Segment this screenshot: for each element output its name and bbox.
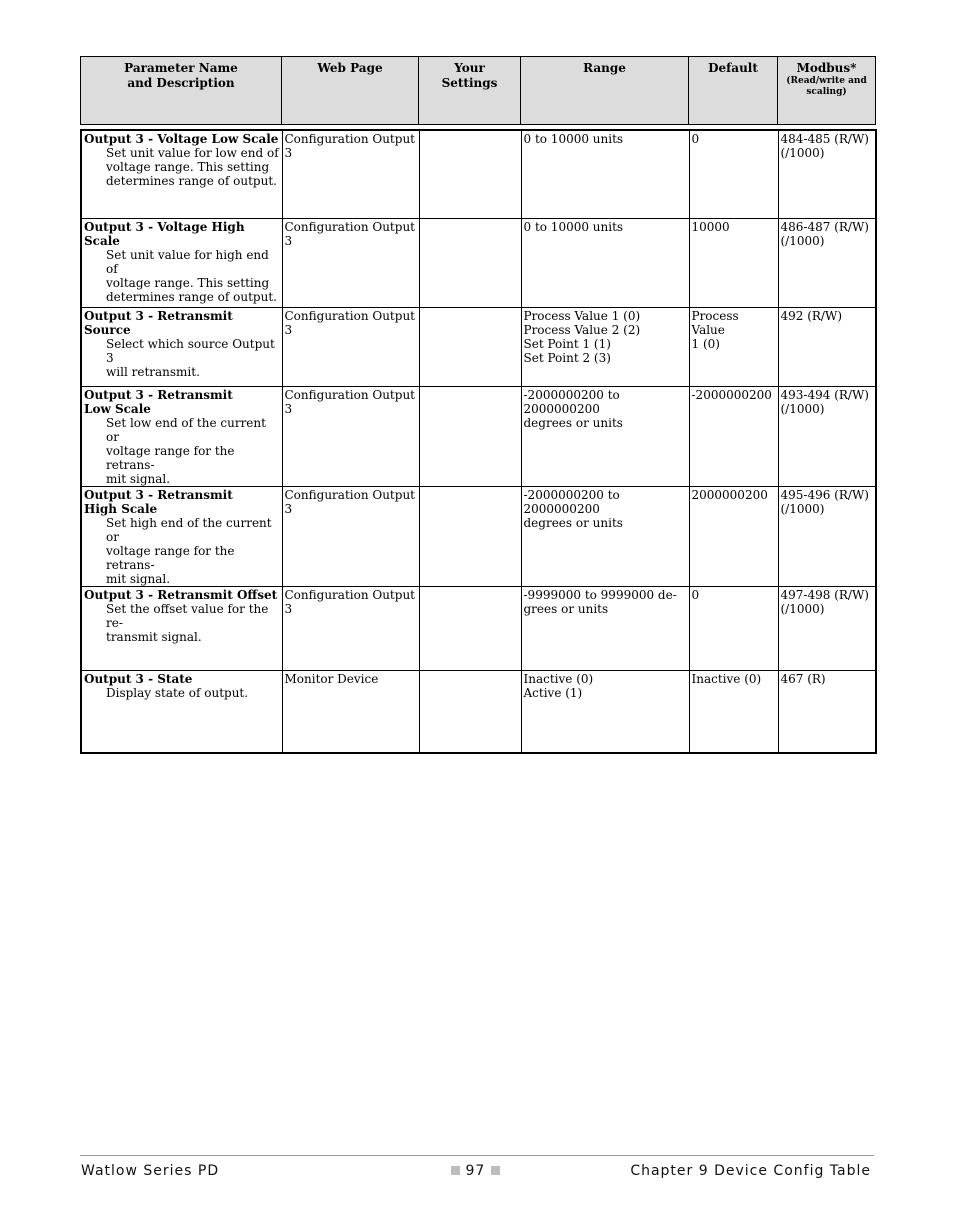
modbus-cell: [778, 307, 876, 386]
range-value: -9999000 to 9999000 de-: [523, 587, 677, 602]
modbus-register: 486-487 (R/W): [780, 219, 869, 234]
range-value: degrees or units: [523, 415, 623, 430]
modbus-register: 484-485 (R/W): [780, 132, 869, 146]
modbus-cell: [778, 386, 876, 486]
default-value: 1 (0): [691, 336, 720, 351]
modbus-cell: [778, 670, 876, 753]
parameter-name: High Scale: [84, 501, 158, 516]
web-page-cell: Monitor Device: [282, 670, 419, 753]
parameter-table: [80, 129, 877, 754]
web-page-cell: Configuration Output 3: [282, 586, 419, 670]
parameter-cell: [81, 130, 282, 218]
table-row: [81, 218, 876, 307]
parameter-rows: [81, 130, 876, 753]
footer-product-name: Watlow Series PD: [81, 1163, 220, 1179]
range-value: Inactive (0): [523, 671, 594, 686]
col-header-range: Range: [521, 57, 689, 125]
default-value: 0: [691, 587, 700, 602]
parameter-cell: [81, 486, 282, 586]
parameter-description: determines range of output.: [106, 289, 277, 304]
modbus-register: 467 (R): [780, 671, 826, 686]
default-cell: [689, 307, 778, 386]
default-value: 10000: [691, 219, 730, 234]
parameter-description: voltage range for the retrans-: [106, 443, 235, 472]
modbus-register: 495-496 (R/W): [780, 487, 869, 502]
table-row: [81, 307, 876, 386]
col-header-your-settings: Your Settings: [419, 57, 521, 125]
header-table: [80, 56, 876, 125]
parameter-name: Output 3 - Voltage Low Scale: [84, 132, 279, 146]
parameter-description: mit signal.: [106, 571, 171, 586]
range-cell: [521, 586, 689, 670]
web-page-cell: Configuration Output 3: [282, 307, 419, 386]
table-row: [81, 486, 876, 586]
your-settings-cell: [419, 307, 521, 386]
table-row: [81, 130, 876, 218]
parameter-name: Output 3 - Retransmit Offset: [84, 587, 278, 602]
footer-divider: [80, 1155, 874, 1156]
parameter-description: voltage range. This setting: [106, 160, 270, 174]
table-row: [81, 386, 876, 486]
modbus-cell: [778, 586, 876, 670]
parameter-description: determines range of output.: [106, 174, 277, 188]
your-settings-cell: [419, 486, 521, 586]
parameter-description: mit signal.: [106, 471, 171, 486]
default-cell: [689, 130, 778, 218]
range-cell: [521, 670, 689, 753]
parameter-name: Output 3 - Retransmit Source: [84, 308, 233, 337]
your-settings-cell: [419, 586, 521, 670]
range-value: grees or units: [523, 601, 609, 616]
parameter-description: Set unit value for low end of: [106, 146, 279, 160]
parameter-name: Low Scale: [84, 401, 151, 416]
col-header-parameter: Parameter Name and Description: [81, 57, 282, 125]
parameter-description: Set high end of the current or: [106, 515, 272, 544]
default-value: 0: [691, 132, 700, 146]
range-value: Process Value 1 (0): [523, 308, 641, 323]
your-settings-cell: [419, 670, 521, 753]
web-page-cell: Configuration Output 3: [282, 386, 419, 486]
range-cell: [521, 386, 689, 486]
modbus-register: 492 (R/W): [780, 308, 842, 323]
col-header-web-page: Web Page: [282, 57, 419, 125]
default-value: 2000000200: [691, 487, 768, 502]
range-value: 0 to 10000 units: [523, 219, 624, 234]
modbus-cell: [778, 218, 876, 307]
your-settings-cell: [419, 130, 521, 218]
range-value: degrees or units: [523, 515, 623, 530]
modbus-register: 497-498 (R/W): [780, 587, 869, 602]
range-cell: [521, 307, 689, 386]
modbus-register: (/1000): [780, 146, 825, 160]
default-cell: [689, 486, 778, 586]
parameter-description: voltage range for the retrans-: [106, 543, 235, 572]
table-row: [81, 586, 876, 670]
col-header-default: Default: [689, 57, 778, 125]
range-value: 0 to 10000 units: [523, 132, 624, 146]
footer-chapter-title: Chapter 9 Device Config Table: [630, 1163, 871, 1179]
range-value: Active (1): [523, 685, 583, 700]
modbus-register: (/1000): [780, 233, 825, 248]
range-value: Process Value 2 (2): [523, 322, 641, 337]
range-value: -2000000200 to 2000000200: [523, 387, 620, 416]
parameter-description: Set low end of the current or: [106, 415, 266, 444]
web-page-cell: Configuration Output 3: [282, 130, 419, 218]
range-value: Set Point 2 (3): [523, 350, 611, 365]
range-cell: [521, 486, 689, 586]
parameter-description: Set the offset value for the re-: [106, 601, 269, 630]
web-page-cell: Configuration Output 3: [282, 218, 419, 307]
modbus-register: 493-494 (R/W): [780, 387, 869, 402]
default-cell: [689, 218, 778, 307]
default-value: Process Value: [691, 308, 739, 337]
parameter-name: Output 3 - State: [84, 671, 193, 686]
your-settings-cell: [419, 386, 521, 486]
parameter-cell: [81, 307, 282, 386]
modbus-cell: [778, 486, 876, 586]
parameter-description: voltage range. This setting: [106, 275, 270, 290]
parameter-description: will retransmit.: [106, 364, 200, 379]
table-row: [81, 670, 876, 753]
range-value: Set Point 1 (1): [523, 336, 611, 351]
parameter-name: Output 3 - Voltage High Scale: [84, 219, 245, 248]
square-bullet-icon: [451, 1166, 460, 1175]
modbus-register: (/1000): [780, 601, 825, 616]
parameter-name: Output 3 - Retransmit: [84, 487, 233, 502]
parameter-cell: [81, 386, 282, 486]
parameter-description: Display state of output.: [106, 685, 249, 700]
default-value: -2000000200: [691, 387, 772, 402]
modbus-cell: [778, 130, 876, 218]
parameter-description: Select which source Output 3: [106, 336, 275, 365]
footer-page-number: [451, 1163, 500, 1179]
your-settings-cell: [419, 218, 521, 307]
range-cell: [521, 218, 689, 307]
parameter-cell: [81, 586, 282, 670]
square-bullet-icon: [491, 1166, 500, 1175]
default-cell: [689, 586, 778, 670]
default-value: Inactive (0): [691, 671, 762, 686]
modbus-register: (/1000): [780, 501, 825, 516]
parameter-description: Set unit value for high end of: [106, 247, 269, 276]
col-header-modbus: Modbus* (Read/write and scaling): [778, 57, 876, 125]
parameter-cell: [81, 218, 282, 307]
modbus-register: (/1000): [780, 401, 825, 416]
page-number: 97: [465, 1163, 486, 1179]
default-cell: [689, 670, 778, 753]
parameter-description: transmit signal.: [106, 629, 202, 644]
web-page-cell: Configuration Output 3: [282, 486, 419, 586]
parameter-name: Output 3 - Retransmit: [84, 387, 233, 402]
range-cell: [521, 130, 689, 218]
range-value: -2000000200 to 2000000200: [523, 487, 620, 516]
parameter-cell: [81, 670, 282, 753]
default-cell: [689, 386, 778, 486]
